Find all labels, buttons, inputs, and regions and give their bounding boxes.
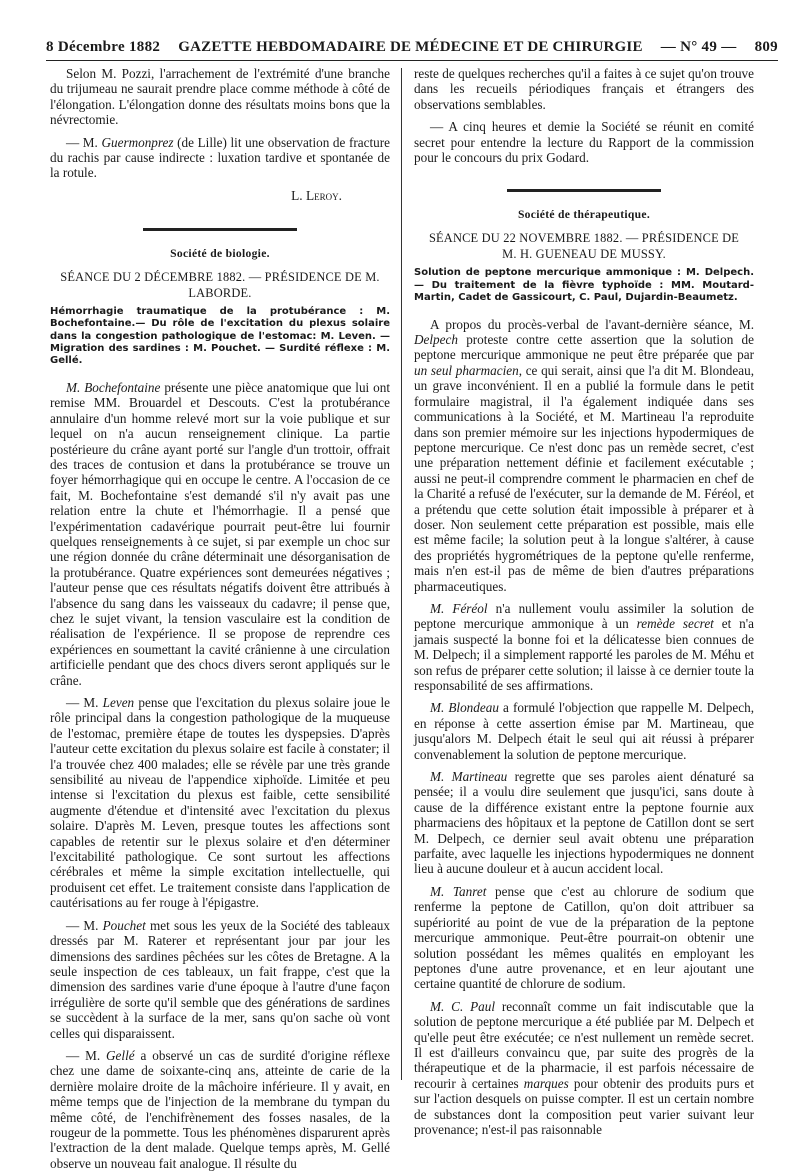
seance-line-therapeutique-1: SÉANCE DU 22 NOVEMBRE 1882. — PRÉSIDENCE DE [428,231,740,246]
author-pouchet: Pouchet [102,917,146,933]
author-martineau: M. Martineau [430,769,508,785]
signature: L. Leroy. [291,187,342,203]
right-column [414,66,754,1137]
comite-secret-paragraph: — A cinq heures et demie la Société se réunit en comité secret pour entendre la lecture du Rapport de la commission pour le concours du prix Godard. [414,119,754,166]
header-page-number: 809 [754,38,778,55]
author-c-paul: M. C. Paul [430,998,496,1014]
author-gelle: Gellé [106,1047,135,1063]
header-issue-number: — N° 49 — [660,38,737,55]
author-blondeau: M. Blondeau [430,700,499,716]
left-column [50,66,390,1171]
author-fereol: M. Féréol [430,600,488,616]
author-bochefontaine: M. Bochefontaine [66,379,161,395]
paul-paragraph: M. C. Paul reconnaît comme un fait indiscutable que la solution de peptone mercurique a été publiée par M. Delpech et qu'elle peut être exécutée; ce n'est nullement un remède secret. Il est d'ailleurs convaincu que, par suite des progrès de la thérapeutique et de la pharmacie, il est parfois nécessaire de recourir à certaines marques pour obtenir des produits purs et sur l'action desquels on puisse compter. Il est un certain nombre de substances dont la composition peut varier suivant leur provenance; n'est-il pas raisonnable [414,998,754,1137]
header-rule [46,60,778,61]
delpech-paragraph: A propos du procès-verbal de l'avant-dernière séance, M. Delpech proteste contre cette assertion que la solution de peptone mercurique ammonique ne peut être préparée que par un seul pharmacien, ce qui serait, ainsi que l'a dit M. Blondeau, un grave inconvénient. Il en a publié la formule dans le petit formulaire magistral, il l'a également indiquée dans ses communications à la Société, et M. Martineau l'a reproduite dans son premier mémoire sur les injections hypodermiques de peptone mercurique. Ce n'est donc pas un remède secret, c'est une préparation nettement définie et facilement exécutable ; aussi ne peut-il comprendre comment le pharmacien en chef de la Charité a refusé de l'exécuter, sur la demande de M. Féréol, et a prétendu que cette solution était impossible à préparer et à doser. Non seulement cette préparation est possible, mais elle est même facile; la solution peut à la longue s'altérer, à cause des propriétés hygrométriques de la peptone qu'elle renferme, mais n'en est-il pas de même de bien d'autres préparations pharmaceutiques. [414,316,754,594]
session-summary-biologie: Hémorrhagie traumatique de la protubérance : M. Bochefontaine.— Du rôle de l'excitation du plexus solaire dans la congestion pathologique de l'estomac: M. Leven. — Migration des sardines : M. Pouchet. — Surdité réflexe : M. Gellé. [50,305,390,367]
fereol-paragraph: M. Féréol n'a nullement voulu assimiler la solution de peptone mercurique ammonique à un remède secret et n'a jamais suspecté la bonne foi et la délicatesse bien connues de M. Delpech; il a simplement rapporté les paroles de M. Méhu et son refus de préparer cette solution; il laisse à ce dernier toute la responsabilité de ses affirmations. [414,600,755,693]
right-continuation-paragraph: reste de quelques recherches qu'il a faites à ce sujet qu'on trouve dans les recueils périodiques français et étrangers des observations semblables. [414,66,754,112]
martineau-paragraph: M. Martineau regrette que ses paroles aient dénaturé sa pensée; il a voulu dire seulement que jusqu'ici, sans doute à cause de la différence existant entre la peptone fournie aux pharmaciens des hôpitaux et la peptone de Catillon dont se sert M. Delpech, ce dernier seul avait obtenu une préparation parfaite, avec laquelle les injections hypodermiques ne donnent lieu à aucune douleur et à aucun accident local. [414,769,754,877]
bochefontaine-paragraph: M. Bochefontaine présente une pièce anatomique que lui ont remise MM. Brouardel et Descouts. C'est la protubérance annulaire d'un homme relevé mort sur la voie publique et sur lequel on n'a aucun renseignement clinique. La partie postérieure du crâne ayant porté sur l'angle d'un trottoir, offrait des traces de contusion et dans la protubérance se trouve un foyer hémorrhagique qui en occupe le centre. A l'occasion de ce fait, M. Bochefontaine s'est demandé s'il n'y avait pas une relation entre la chute et l'hémorrhagie. Il a pensé que l'expérimentation cadavérique pourrait peut-être lui fournir quelques renseignements à ce sujet, si par exemple un choc sur une région donnée du crâne déterminait une désorganisation de la protubérance. Quatre expériences sont demeurées négatives ; l'auteur pense que ces résultats négatifs doivent être attribués à l'absence du sang dans les vaisseaux du cadavre; il pense que, chez le sujet vivant, la tension vasculaire est la condition de réalisation de l'expérience. Il se propose de reprendre ces expériences en soumettant la cavité crânienne à une circulation artificielle pendant que des chocs divers seront appliqués sur le crâne. [50,379,390,688]
author-guermonprez: Guermonprez [101,134,174,150]
author-leven: Leven [102,695,135,710]
seance-line-biologie: SÉANCE DU 2 DÉCEMBRE 1882. — PRÉSIDENCE DE M. LABORDE. [60,269,380,300]
header-journal-title: GAZETTE HEBDOMADAIRE DE MÉDECINE ET DE CHIRURGIE [178,38,643,55]
left-intro-paragraph: Selon M. Pozzi, l'arrachement de l'extrémité d'une branche du trijumeau ne saurait prendre place comme méthode à côté de l'élongation. L'élongation donne des résultats moins bons que la névrectomie. [50,66,390,128]
society-title-therapeutique: Société de thérapeutique. [517,208,651,222]
author-tanret: M. Tanret [430,883,487,899]
blondeau-paragraph: M. Blondeau a formulé l'objection que rappelle M. Delpech, en réponse à cette assertion émise par M. Martineau, que jusqu'alors M. Delpech était le seul qui ait réussi à préparer convenablement la solution de peptone mercurique. [414,700,754,762]
gelle-paragraph: — M. Gellé a observé un cas de surdité d'origine réflexe chez une dame de soixante-cinq ans, atteinte de carie de la dernière molaire droite de la mâchoire inférieure. Il y avait, en même temps que de l'injection de la membrane du tympan du même côté, de l'enchifrènement des fosses nasales, de la rougeur de la pommette. Tous les phénomènes disparurent après l'extraction de la dent malade. Quelque temps après, M. Gellé observe un nouveau fait analogue. Il résulte du [50,1047,390,1171]
session-summary-therapeutique: Solution de peptone mercurique ammonique : M. Delpech. — Du traitement de la fièvre typhoïde : MM. Moutard-Martin, Cadet de Gassicourt, C. Paul, Dujardin-Beaumetz. [414,267,754,304]
page-header [46,36,778,58]
author-delpech: Delpech [414,332,458,348]
society-title-biologie: Société de biologie. [170,246,270,260]
left-guermonprez-paragraph: — M. Guermonprez (de Lille) lit une observation de fracture du rachis par cause indirecte : luxation tardive et spontanée de la rotule. [50,134,390,181]
leven-paragraph: — M. Leven pense que l'excitation du plexus solaire joue le rôle principal dans la congestion pathologique de la muqueuse de l'estomac, première étape de toutes les dyspepsies. D'après l'auteur cette excitation du plexus solaire est facile à constater; il l'a trouvée chez 400 malades; elle se révèle par une très grande sensibilité au niveau de l'appendice xiphoïde. Limitée et peu intense si l'excitation du plexus est faible, cette sensibilité augmente d'étendue et d'intensité avec l'excitation du plexus solaire. D'après M. Leven, presque toutes les affections sont capables de retentir sur le plexus solaire et d'en déterminer l'excitabilité pathologique. Ce sont surtout les affections cérébrales et même la simple excitation intellectuelle, qui produisent cet effet. Le traitement consiste dans l'application de cautérisations au fer rouge à l'épigastre. [50,695,390,911]
seance-line-therapeutique-2: M. H. GUENEAU DE MUSSY. [502,247,666,262]
pouchet-paragraph: — M. Pouchet met sous les yeux de la Société des tableaux dressés par M. Raterer et représentant jour par jour les dimensions des sardines pêchées sur les côtes de Bretagne. A la seule inspection de ces tableaux, un fait frappe, c'est que la dimension des sardines varie d'une époque à l'autre d'une façon irrégulière de sorte qu'il semble que des générations de sardines se succèdent à la surface de la mer, sans qu'on sache où vont celles qui disparaissent. [50,917,390,1041]
tanret-paragraph: M. Tanret pense que c'est au chlorure de sodium que renferme la peptone de Catillon, qu'on doit attribuer sa supériorité au point de vue de la préparation de la peptone mercurique ammonique. Peut-être pourrait-on obtenir une solution possédant les mêmes qualités en employant les peptones d'une autre provenance, et en leur ajoutant une certaine quantité de chlorure de sodium. [414,883,754,992]
column-divider [401,68,402,1080]
header-date: 8 Décembre 1882 [46,38,161,55]
